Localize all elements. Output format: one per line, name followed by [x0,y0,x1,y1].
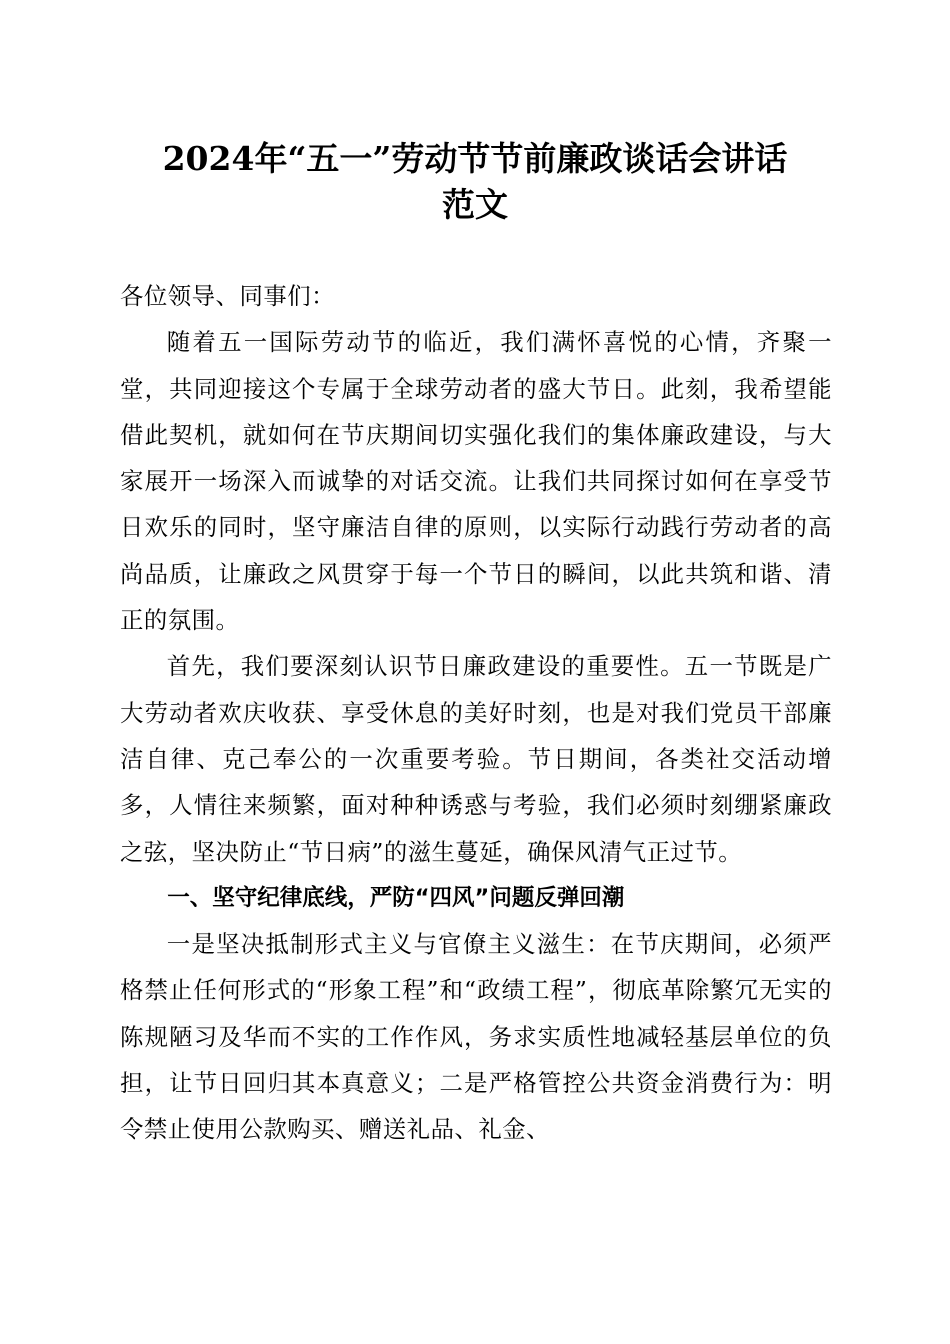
title-line-1: 2024年“五一”劳动节节前廉政谈话会讲话 [162,139,788,178]
title-line-2: 范文 [442,185,508,224]
paragraph-intro: 随着五一国际劳动节的临近，我们满怀喜悦的心情，齐聚一堂，共同迎接这个专属于全球劳动者的盛大节日。此刻，我希望能借此契机，就如何在节庆期间切实强化我们的集体廉政建设，与大家展开一场深入而诚挚的对话交流。让我们共同探讨如何在享受节日欢乐的同时，坚守廉洁自律的原则，以实际行动践行劳动者的高尚品质，让廉政之风贯穿于每一个节日的瞬间，以此共筑和谐、清正的氛围。 [120,328,832,635]
section-1-paragraph: 一是坚决抵制形式主义与官僚主义滋生：在节庆期间，必须严格禁止任何形式的“形象工程”和“政绩工程”，彻底革除繁冗无实的陈规陋习及华而不实的工作作风，务求实质性地减轻基层单位的负担，让节日回归其本真意义；二是严格管控公共资金消费行为：明令禁止使用公款购买、赠送礼品、礼金、 [120,930,832,1144]
document-body [120,273,832,1153]
salutation: 各位领导、同事们： [120,282,336,310]
section-heading-1: 一、坚守纪律底线，严防“四风”问题反弹回潮 [167,884,625,911]
paragraph-first-point: 首先，我们要深刻认识节日廉政建设的重要性。五一节既是广大劳动者欢庆收获、享受休息的美好时刻，也是对我们党员干部廉洁自律、克己奉公的一次重要考验。节日期间，各类社交活动增多，人情往来频繁，面对种种诱惑与考验，我们必须时刻绷紧廉政之弦，坚决防止“节日病”的滋生蔓延，确保风清气正过节。 [120,652,832,866]
document-title [90,136,860,228]
